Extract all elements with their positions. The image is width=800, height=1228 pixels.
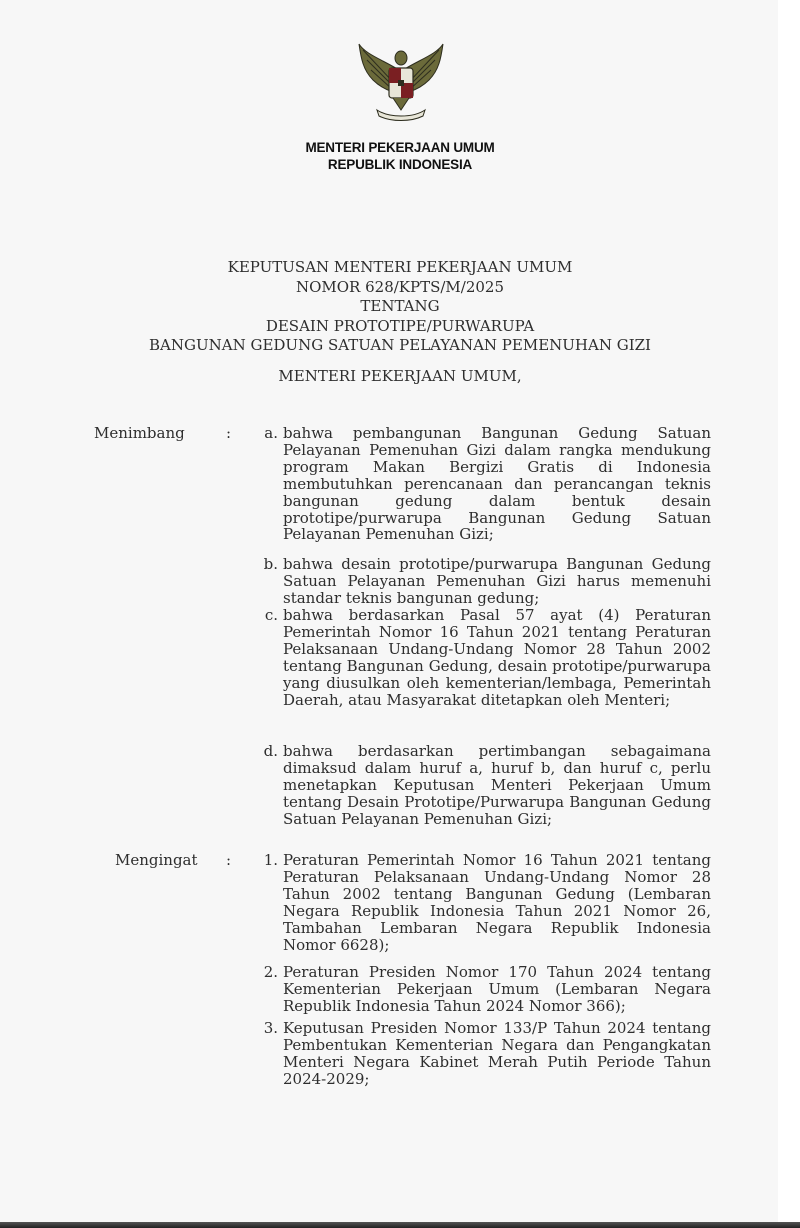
item-marker: 3. bbox=[263, 1019, 278, 1037]
issuer-line: MENTERI PEKERJAAN UMUM, bbox=[278, 367, 522, 385]
letterhead bbox=[0, 139, 800, 173]
item-text: Peraturan Presiden Nomor 170 Tahun 2024 tentang Kementerian Pekerjaan Umum (Lembaran Negara Republik Indonesia Tahun 2024 Nomor 366); bbox=[283, 963, 711, 1015]
section-label: Menimbang bbox=[94, 424, 185, 442]
section-colon: : bbox=[226, 424, 232, 442]
item-text: bahwa pembangunan Bangunan Gedung Satuan Pelayanan Pemenuhan Gizi dalam rangka mendukung program Makan Bergizi Gratis di Indonesia membutuhkan perencanaan dan perancangan teknis bangunan gedung dalam bentuk desain prototipe/purwarupa Bangunan Gedung Satuan Pelayanan Pemenuhan Gizi; bbox=[283, 424, 711, 544]
item-text: bahwa berdasarkan Pasal 57 ayat (4) Peraturan Pemerintah Nomor 16 Tahun 2021 tentang Peraturan Pelaksanaan Undang-Undang Nomor 28 Tahun 2002 tentang Bangunan Gedung, desain prototipe/purwarupa yang diusulkan oleh kementerian/lembaga, Pemerintah Daerah, atau Masyarakat ditetapkan oleh Menteri; bbox=[283, 606, 711, 709]
item-marker: b. bbox=[263, 555, 278, 573]
letterhead-ministry: MENTERI PEKERJAAN UMUM bbox=[305, 140, 495, 155]
item-text: bahwa berdasarkan pertimbangan sebagaimana dimaksud dalam huruf a, huruf b, dan huruf c, perlu menetapkan Keputusan Menteri Pekerjaan Umum tentang Desain Prototipe/Purwarupa Bangunan Gedung Satuan Pelayanan Pemenuhan Gizi; bbox=[283, 742, 711, 828]
scan-right-margin bbox=[778, 0, 800, 1228]
item-text: Peraturan Pemerintah Nomor 16 Tahun 2021 tentang Peraturan Pelaksanaan Undang-Undang Nomor 28 Tahun 2002 tentang Bangunan Gedung (Lembaran Negara Republik Indonesia Tahun 2021 Nomor 26, Tambahan Lembaran Negara Republik Indonesia Nomor 6628); bbox=[283, 851, 711, 954]
letterhead-country: REPUBLIK INDONESIA bbox=[327, 157, 473, 172]
title-line-number: NOMOR 628/KPTS/M/2025 bbox=[295, 277, 505, 296]
title-line-decree: KEPUTUSAN MENTERI PEKERJAAN UMUM bbox=[227, 258, 573, 276]
decree-title bbox=[0, 258, 800, 356]
section-label: Mengingat bbox=[115, 851, 198, 869]
title-line-subject-2: BANGUNAN GEDUNG SATUAN PELAYANAN PEMENUHAN GIZI bbox=[149, 336, 651, 354]
item-marker: a. bbox=[264, 424, 278, 442]
garuda-emblem-icon bbox=[353, 40, 449, 124]
item-text: bahwa desain prototipe/purwarupa Bangunan Gedung Satuan Pelayanan Pemenuhan Gizi harus memenuhi standar teknis bangunan gedung; bbox=[283, 555, 711, 607]
item-text: Keputusan Presiden Nomor 133/P Tahun 2024 tentang Pembentukan Kementerian Negara dan Pengangkatan Menteri Negara Kabinet Merah Putih Periode Tahun 2024-2029; bbox=[283, 1019, 711, 1088]
section-colon: : bbox=[226, 851, 232, 869]
item-marker: d. bbox=[263, 742, 278, 760]
item-marker: 1. bbox=[263, 851, 278, 869]
title-line-subject-1: DESAIN PROTOTIPE/PURWARUPA bbox=[265, 316, 535, 335]
title-line-about: TENTANG bbox=[360, 297, 440, 315]
item-marker: 2. bbox=[263, 963, 278, 981]
item-marker: c. bbox=[264, 606, 278, 624]
scan-bottom-edge bbox=[0, 1222, 800, 1228]
